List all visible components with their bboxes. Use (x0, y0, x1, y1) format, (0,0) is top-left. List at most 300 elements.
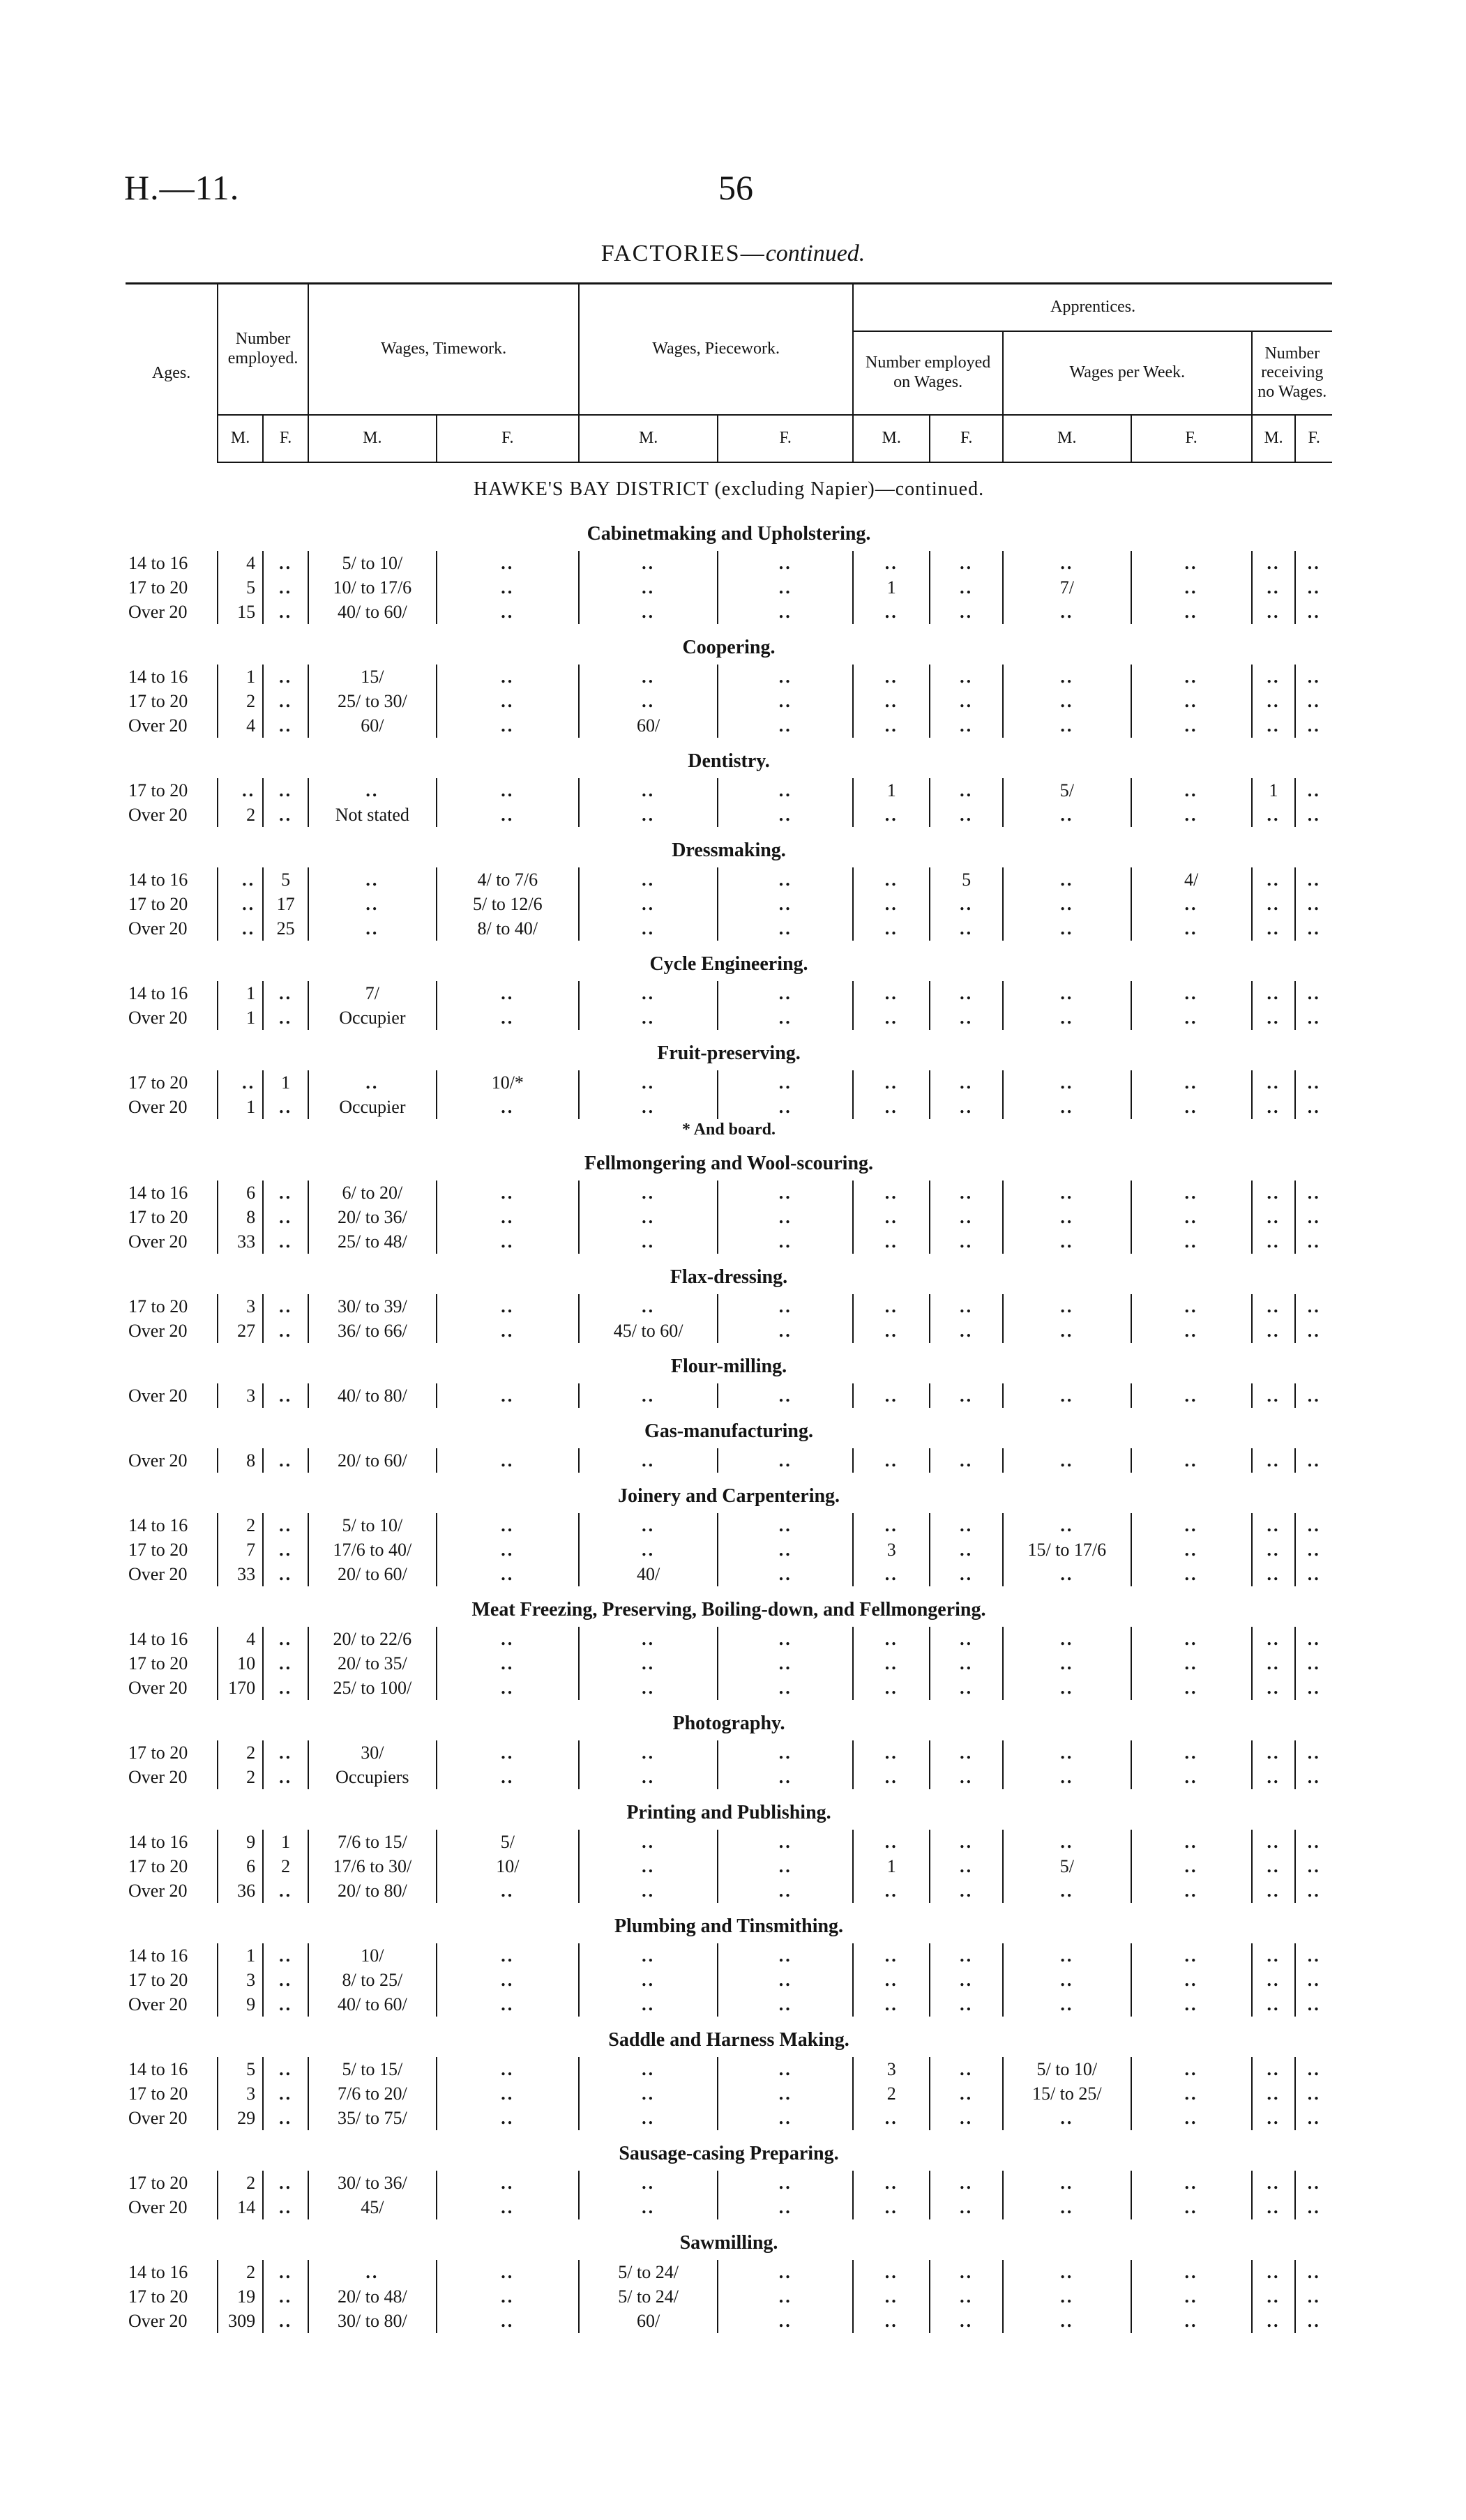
table-cell: 20/ to 80/ (308, 1878, 436, 1903)
table-cell: 29 (218, 2106, 263, 2130)
header-apprentices-employed: Number employed on Wages. (853, 331, 1003, 415)
table-cell: .. (1003, 1005, 1131, 1030)
table-cell: 19 (218, 2284, 263, 2309)
table-row (126, 1383, 1332, 1408)
table-cell: .. (437, 778, 579, 803)
table-cell: 40/ to 60/ (308, 1992, 436, 2017)
table-cell: .. (1003, 2171, 1131, 2195)
table-cell: .. (1252, 713, 1296, 738)
table-cell: .. (437, 551, 579, 575)
industry-heading-row (126, 1789, 1332, 1830)
table-cell: .. (718, 1992, 853, 2017)
header-m: M. (579, 415, 718, 462)
table-cell: 6 (218, 1181, 263, 1205)
industry-heading-row (126, 624, 1332, 665)
table-cell: .. (1252, 1627, 1296, 1651)
table-cell: .. (718, 1448, 853, 1473)
table-cell: .. (1252, 1383, 1296, 1408)
table-cell: .. (718, 1830, 853, 1854)
table-cell: .. (1252, 1205, 1296, 1229)
table-cell: .. (1131, 1383, 1252, 1408)
table-row (126, 1854, 1332, 1878)
table-cell: .. (1295, 1095, 1332, 1119)
table-cell: .. (1003, 1765, 1131, 1789)
table-cell: .. (718, 1943, 853, 1968)
table-cell: .. (1131, 1205, 1252, 1229)
table-cell: .. (437, 1229, 579, 1254)
table-cell: .. (1003, 1095, 1131, 1119)
header-wages-piecework: Wages, Piecework. (579, 284, 853, 416)
table-cell: .. (1131, 1095, 1252, 1119)
table-cell: 10/* (437, 1070, 579, 1095)
table-row (126, 892, 1332, 916)
table-cell: .. (1131, 1005, 1252, 1030)
table-row (126, 713, 1332, 738)
table-cell: .. (718, 2195, 853, 2219)
table-row (126, 1627, 1332, 1651)
table-cell: 10/ (437, 1854, 579, 1878)
table-cell: .. (579, 551, 718, 575)
table-cell: .. (853, 1070, 930, 1095)
table-cell: 4/ to 7/6 (437, 867, 579, 892)
table-cell: .. (930, 1854, 1003, 1878)
table-cell: .. (930, 1830, 1003, 1854)
table-cell: .. (718, 1562, 853, 1586)
table-cell: .. (718, 2171, 853, 2195)
header-apprentices: Apprentices. (853, 284, 1332, 332)
table-cell: .. (579, 1765, 718, 1789)
table-cell: .. (718, 1765, 853, 1789)
table-cell: .. (1295, 1294, 1332, 1319)
table-cell: 15 (218, 600, 263, 624)
table-cell: .. (1295, 2195, 1332, 2219)
table-cell: .. (263, 2260, 308, 2284)
table-cell: .. (1295, 916, 1332, 941)
table-cell: .. (437, 1676, 579, 1700)
table-cell: 30/ to 36/ (308, 2171, 436, 2195)
table-cell: 33 (218, 1229, 263, 1254)
table-cell: .. (579, 1943, 718, 1968)
table-cell: .. (1295, 1878, 1332, 1903)
table-cell: .. (1131, 892, 1252, 916)
table-cell: 2 (218, 803, 263, 827)
table-cell: .. (853, 1229, 930, 1254)
table-cell: .. (263, 803, 308, 827)
table-cell: .. (579, 1448, 718, 1473)
age-cell: 17 to 20 (128, 2172, 188, 2193)
table-cell: .. (718, 778, 853, 803)
table-row (126, 1968, 1332, 1992)
table-cell: .. (1131, 1294, 1252, 1319)
table-cell: 17/6 to 40/ (308, 1538, 436, 1562)
table-cell: .. (579, 1181, 718, 1205)
table-cell: .. (437, 1740, 579, 1765)
table-cell: .. (1131, 2081, 1252, 2106)
table-cell: .. (1295, 1627, 1332, 1651)
table-cell: .. (437, 1181, 579, 1205)
table-cell: 7/ (308, 981, 436, 1005)
age-cell: Over 20 (128, 804, 188, 825)
table-row (126, 2057, 1332, 2081)
table-cell: 3 (853, 2057, 930, 2081)
table-cell: .. (1131, 575, 1252, 600)
table-cell: .. (263, 1205, 308, 1229)
table-cell: .. (1295, 713, 1332, 738)
table-cell: .. (263, 1943, 308, 1968)
age-cell: 14 to 16 (128, 552, 188, 573)
table-cell: .. (263, 981, 308, 1005)
age-cell: 14 to 16 (128, 869, 188, 890)
industry-heading-row (126, 1030, 1332, 1070)
table-cell: .. (437, 600, 579, 624)
header-m: M. (853, 415, 930, 462)
district-heading: HAWKE'S BAY DISTRICT (excluding Napier)—continued. (473, 478, 985, 500)
table-cell: .. (1131, 916, 1252, 941)
table-cell: .. (718, 575, 853, 600)
table-cell: .. (437, 1943, 579, 1968)
table-cell: .. (930, 1229, 1003, 1254)
industry-heading-row (126, 1700, 1332, 1740)
table-cell: 5/ (437, 1830, 579, 1854)
table-cell: .. (1295, 1562, 1332, 1586)
header-m: M. (218, 415, 263, 462)
table-cell: 45/ to 60/ (579, 1319, 718, 1343)
table-cell: .. (1252, 1651, 1296, 1676)
table-cell: .. (1252, 1229, 1296, 1254)
age-cell: Over 20 (128, 1385, 188, 1406)
table-cell: 8/ to 40/ (437, 916, 579, 941)
table-cell: .. (1131, 1676, 1252, 1700)
industry-heading-row (126, 1140, 1332, 1181)
table-cell: .. (853, 1992, 930, 2017)
table-cell: .. (1131, 778, 1252, 803)
table-cell: .. (218, 916, 263, 941)
table-cell: .. (1252, 551, 1296, 575)
table-cell: .. (263, 1448, 308, 1473)
table-cell: .. (1131, 551, 1252, 575)
table-cell: .. (437, 1513, 579, 1538)
table-cell: .. (1252, 575, 1296, 600)
table-cell: .. (1252, 1765, 1296, 1789)
table-row (126, 1538, 1332, 1562)
header-f: F. (1295, 415, 1332, 462)
table-cell: .. (1252, 1740, 1296, 1765)
table-cell: 25 (263, 916, 308, 941)
table-cell: .. (1131, 1562, 1252, 1586)
table-cell: .. (853, 892, 930, 916)
table-cell: 1 (218, 665, 263, 689)
table-cell: .. (718, 2081, 853, 2106)
table-cell: .. (718, 713, 853, 738)
industry-heading: Printing and Publishing. (626, 1802, 831, 1823)
table-cell: .. (930, 1676, 1003, 1700)
table-cell: .. (718, 2309, 853, 2333)
table-cell: .. (579, 1992, 718, 2017)
table-cell: .. (930, 2195, 1003, 2219)
table-cell: .. (579, 1095, 718, 1119)
table-cell: .. (1295, 1992, 1332, 2017)
table-cell: 2 (218, 1740, 263, 1765)
table-cell: .. (1003, 2106, 1131, 2130)
table-cell: .. (263, 1181, 308, 1205)
table-cell: .. (1295, 1383, 1332, 1408)
table-cell: Occupier (308, 1095, 436, 1119)
table-cell: .. (1295, 1229, 1332, 1254)
table-cell: .. (579, 1740, 718, 1765)
table-cell: .. (579, 1627, 718, 1651)
table-row (126, 981, 1332, 1005)
table-row (126, 1513, 1332, 1538)
table-cell: .. (1252, 2195, 1296, 2219)
age-cell: 17 to 20 (128, 1072, 188, 1093)
table-row (126, 2284, 1332, 2309)
table-cell: 3 (218, 2081, 263, 2106)
header-f: F. (437, 415, 579, 462)
table-cell: .. (930, 981, 1003, 1005)
table-cell: .. (1295, 867, 1332, 892)
table-cell: .. (718, 1181, 853, 1205)
age-cell: 14 to 16 (128, 982, 188, 1003)
table-cell: .. (579, 1968, 718, 1992)
table-cell: .. (853, 1319, 930, 1343)
table-cell: .. (930, 1319, 1003, 1343)
age-cell: 17 to 20 (128, 1742, 188, 1763)
industry-heading: Sawmilling. (679, 2232, 778, 2254)
table-cell: .. (718, 2057, 853, 2081)
table-cell: .. (930, 803, 1003, 827)
table-cell: .. (1295, 600, 1332, 624)
table-cell: .. (437, 665, 579, 689)
table-cell: .. (1003, 551, 1131, 575)
table-cell: 7/ (1003, 575, 1131, 600)
table-cell: .. (437, 2106, 579, 2130)
table-cell: .. (718, 600, 853, 624)
table-cell: .. (1003, 689, 1131, 713)
table-cell: .. (853, 1513, 930, 1538)
table-cell: .. (1252, 1854, 1296, 1878)
table-cell: .. (930, 2284, 1003, 2309)
table-cell: .. (718, 665, 853, 689)
table-cell: 9 (218, 1830, 263, 1854)
table-cell: .. (853, 803, 930, 827)
age-cell: 17 to 20 (128, 2083, 188, 2104)
table-cell: .. (1252, 2057, 1296, 2081)
table-cell: .. (1252, 2260, 1296, 2284)
table-cell: .. (263, 689, 308, 713)
table-cell: .. (718, 1627, 853, 1651)
table-cell: .. (1003, 1181, 1131, 1205)
table-cell: .. (1295, 2106, 1332, 2130)
table-cell: .. (718, 2106, 853, 2130)
table-cell: .. (1295, 1765, 1332, 1789)
table-cell: .. (1295, 665, 1332, 689)
table-row (126, 689, 1332, 713)
table-cell: .. (930, 1562, 1003, 1586)
table-cell: 1 (218, 981, 263, 1005)
table-cell: .. (718, 1294, 853, 1319)
table-cell: 5 (218, 575, 263, 600)
table-cell: .. (1131, 600, 1252, 624)
table-cell: .. (308, 916, 436, 941)
table-cell: .. (1252, 1538, 1296, 1562)
table-cell: .. (1131, 2195, 1252, 2219)
table-cell: .. (853, 2171, 930, 2195)
table-cell: .. (1131, 665, 1252, 689)
table-cell: 5 (218, 2057, 263, 2081)
table-cell: .. (579, 2195, 718, 2219)
age-cell: Over 20 (128, 1320, 188, 1341)
industry-heading-row (126, 2219, 1332, 2260)
table-cell: 3 (218, 1294, 263, 1319)
table-cell: .. (1252, 1968, 1296, 1992)
table-cell: .. (1252, 2081, 1296, 2106)
table-cell: .. (263, 665, 308, 689)
table-cell: .. (579, 689, 718, 713)
page-number: 56 (718, 168, 753, 207)
table-row (126, 2106, 1332, 2130)
table-cell: .. (437, 575, 579, 600)
table-cell: 2 (218, 2260, 263, 2284)
table-cell: .. (218, 892, 263, 916)
table-row (126, 778, 1332, 803)
industry-heading: Cycle Engineering. (649, 953, 808, 975)
table-cell: .. (718, 867, 853, 892)
table-cell: .. (263, 575, 308, 600)
table-cell: .. (263, 1319, 308, 1343)
table-row (126, 1181, 1332, 1205)
table-cell: .. (1252, 1319, 1296, 1343)
table-cell: .. (930, 1448, 1003, 1473)
table-cell: .. (853, 1765, 930, 1789)
table-cell: .. (1252, 665, 1296, 689)
age-cell: Over 20 (128, 1677, 188, 1698)
table-cell: .. (437, 1878, 579, 1903)
table-cell: .. (308, 2260, 436, 2284)
table-cell: 14 (218, 2195, 263, 2219)
table-cell: .. (1252, 1992, 1296, 2017)
table-cell: .. (263, 1229, 308, 1254)
table-cell: .. (853, 1740, 930, 1765)
table-cell: 9 (218, 1992, 263, 2017)
table-cell: 2 (218, 689, 263, 713)
table-cell: .. (1131, 1181, 1252, 1205)
table-cell: .. (1003, 1205, 1131, 1229)
header-apprentices-no-wages: Number receiving no Wages. (1252, 331, 1332, 415)
table-cell: .. (1252, 1830, 1296, 1854)
industry-heading: Flax-dressing. (670, 1266, 788, 1288)
table-cell: .. (263, 1005, 308, 1030)
table-cell: .. (1131, 1943, 1252, 1968)
table-cell: .. (1295, 1830, 1332, 1854)
header-wages-timework: Wages, Timework. (308, 284, 579, 416)
table-cell: .. (1295, 1854, 1332, 1878)
industry-heading: Saddle and Harness Making. (608, 2029, 849, 2051)
age-cell: 14 to 16 (128, 666, 188, 687)
table-cell: .. (1003, 1294, 1131, 1319)
table-cell: .. (930, 778, 1003, 803)
table-cell: 20/ to 36/ (308, 1205, 436, 1229)
table-row (126, 1562, 1332, 1586)
table-cell: .. (930, 1205, 1003, 1229)
table-cell: .. (263, 2106, 308, 2130)
table-cell: .. (263, 1651, 308, 1676)
table-cell: 3 (218, 1383, 263, 1408)
table-cell: .. (437, 689, 579, 713)
table-row (126, 1651, 1332, 1676)
table-cell: .. (1295, 1513, 1332, 1538)
table-cell: .. (718, 2260, 853, 2284)
table-cell: .. (1131, 1765, 1252, 1789)
table-cell: .. (308, 778, 436, 803)
industry-heading-row (126, 2130, 1332, 2171)
table-cell: .. (718, 1740, 853, 1765)
table-row (126, 600, 1332, 624)
table-cell: .. (930, 1070, 1003, 1095)
table-cell: .. (1295, 1448, 1332, 1473)
table-cell: .. (1003, 867, 1131, 892)
table-cell: .. (579, 1676, 718, 1700)
age-cell: 17 to 20 (128, 780, 188, 800)
table-cell: .. (718, 981, 853, 1005)
table-cell: 10/ to 17/6 (308, 575, 436, 600)
table-cell: .. (1131, 1878, 1252, 1903)
table-row (126, 1294, 1332, 1319)
table-cell: .. (930, 600, 1003, 624)
table-cell: .. (930, 1651, 1003, 1676)
table-cell: .. (263, 1513, 308, 1538)
table-cell: .. (930, 2171, 1003, 2195)
table-cell: .. (1252, 1448, 1296, 1473)
table-cell: 7 (218, 1538, 263, 1562)
table-cell: .. (1252, 892, 1296, 916)
table-cell: .. (579, 778, 718, 803)
table-cell: .. (1252, 2284, 1296, 2309)
table-cell: .. (1131, 2260, 1252, 2284)
table-cell: .. (579, 2106, 718, 2130)
table-cell: .. (263, 1878, 308, 1903)
table-cell: .. (853, 1448, 930, 1473)
table-cell: .. (579, 1854, 718, 1878)
table-cell: 6 (218, 1854, 263, 1878)
table-cell: 25/ to 30/ (308, 689, 436, 713)
table-cell: .. (579, 1205, 718, 1229)
table-cell: .. (1252, 981, 1296, 1005)
table-cell: .. (579, 600, 718, 624)
table-cell: 5/ to 10/ (1003, 2057, 1131, 2081)
table-cell: .. (930, 689, 1003, 713)
table-cell: .. (853, 2284, 930, 2309)
table-cell: .. (718, 1229, 853, 1254)
table-cell: .. (718, 1968, 853, 1992)
industry-heading: Coopering. (682, 637, 776, 658)
table-cell: 3 (218, 1968, 263, 1992)
table-cell: .. (1003, 1070, 1131, 1095)
table-cell: .. (1003, 803, 1131, 827)
table-cell: .. (1003, 1968, 1131, 1992)
table-cell: .. (1252, 689, 1296, 713)
table-cell: .. (718, 892, 853, 916)
table-cell: .. (1295, 1943, 1332, 1968)
table-cell: 1 (1252, 778, 1296, 803)
table-cell: .. (437, 1448, 579, 1473)
table-cell: Occupier (308, 1005, 436, 1030)
table-cell: .. (263, 1538, 308, 1562)
table-cell: .. (437, 1651, 579, 1676)
age-cell: Over 20 (128, 601, 188, 622)
header-f: F. (718, 415, 853, 462)
table-cell: .. (1295, 1205, 1332, 1229)
industry-heading-row (126, 1473, 1332, 1513)
